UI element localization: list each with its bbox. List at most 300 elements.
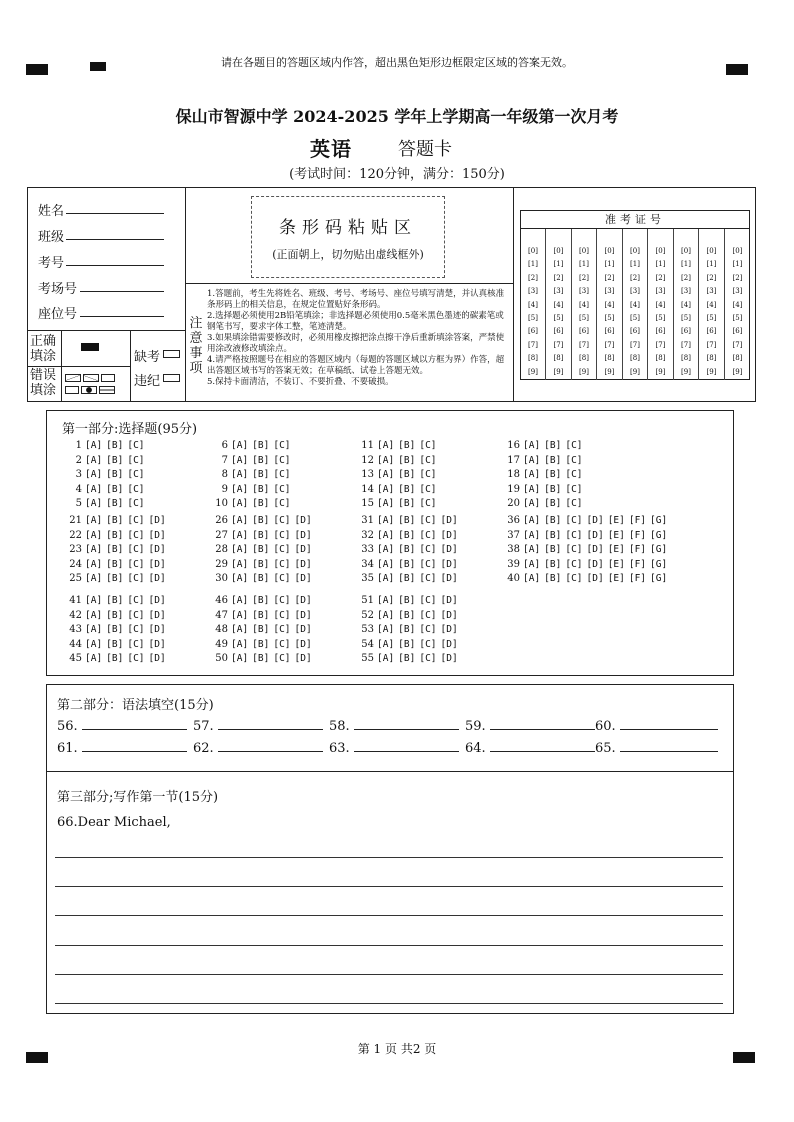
answer-bubble[interactable]: [A] bbox=[523, 440, 541, 451]
answer-bubble[interactable]: [C] bbox=[127, 544, 145, 555]
answer-bubble[interactable]: [C] bbox=[273, 573, 291, 584]
admission-digit-bubble[interactable]: [8] bbox=[706, 354, 717, 363]
admission-digit-bubble[interactable]: [1] bbox=[579, 260, 589, 269]
answer-bubble[interactable]: [B] bbox=[544, 558, 562, 570]
admission-digit-bubble[interactable]: [0] bbox=[630, 247, 640, 255]
admission-digit-bubble[interactable]: [2] bbox=[630, 273, 640, 282]
admission-digit-bubble[interactable]: [2] bbox=[528, 273, 538, 282]
answer-bubble[interactable]: [D] bbox=[294, 595, 312, 606]
answer-bubble[interactable]: [F] bbox=[628, 544, 647, 555]
answer-bubble[interactable]: [C] bbox=[127, 558, 145, 570]
admission-digit-bubble[interactable]: [3] bbox=[630, 287, 640, 296]
answer-bubble[interactable]: [A] bbox=[377, 454, 395, 466]
blank-answer-line[interactable] bbox=[354, 718, 459, 730]
answer-bubble[interactable]: [B] bbox=[106, 558, 124, 570]
admission-digit-bubble[interactable]: [7] bbox=[630, 340, 640, 349]
admission-digit-bubble[interactable]: [7] bbox=[732, 340, 743, 349]
answer-bubble[interactable]: [B] bbox=[398, 498, 416, 509]
answer-bubble[interactable]: [D] bbox=[440, 609, 458, 621]
admission-digit-bubble[interactable]: [0] bbox=[732, 247, 743, 255]
admission-digit-bubble[interactable]: [0] bbox=[579, 247, 589, 255]
admission-digit-bubble[interactable]: [0] bbox=[706, 247, 717, 255]
answer-bubble[interactable]: [D] bbox=[440, 595, 458, 606]
answer-bubble[interactable]: [A] bbox=[85, 595, 103, 606]
answer-bubble[interactable]: [A] bbox=[231, 638, 249, 650]
answer-bubble[interactable]: [A] bbox=[85, 469, 103, 480]
answer-bubble[interactable]: [B] bbox=[252, 454, 270, 466]
admission-digit-bubble[interactable]: [9] bbox=[732, 367, 743, 376]
admission-digit-bubble[interactable]: [4] bbox=[630, 300, 640, 309]
admission-digit-bubble[interactable]: [1] bbox=[604, 260, 615, 269]
admission-digit-bubble[interactable]: [2] bbox=[706, 273, 717, 282]
answer-bubble[interactable]: [D] bbox=[148, 624, 166, 635]
admission-digit-bubble[interactable]: [9] bbox=[528, 367, 538, 376]
admission-digit-bubble[interactable]: [7] bbox=[706, 340, 717, 349]
answer-bubble[interactable]: [A] bbox=[85, 498, 103, 509]
admission-digit-bubble[interactable]: [7] bbox=[528, 340, 538, 349]
admission-digit-bubble[interactable]: [8] bbox=[604, 354, 615, 363]
answer-bubble[interactable]: [D] bbox=[148, 573, 166, 584]
answer-bubble[interactable]: [B] bbox=[398, 558, 416, 570]
admission-digit-bubble[interactable]: [5] bbox=[681, 314, 691, 323]
discipline-checkbox[interactable] bbox=[163, 374, 180, 382]
answer-bubble[interactable]: [A] bbox=[377, 544, 395, 555]
answer-bubble[interactable]: [B] bbox=[106, 483, 124, 495]
answer-bubble[interactable]: [C] bbox=[419, 558, 437, 570]
answer-bubble[interactable]: [C] bbox=[127, 440, 145, 451]
answer-bubble[interactable]: [B] bbox=[106, 653, 124, 664]
admission-digit-bubble[interactable]: [5] bbox=[579, 314, 589, 323]
answer-bubble[interactable]: [A] bbox=[523, 544, 541, 555]
answer-bubble[interactable]: [D] bbox=[294, 529, 312, 541]
answer-bubble[interactable]: [C] bbox=[273, 544, 291, 555]
admission-digit-bubble[interactable]: [1] bbox=[681, 260, 691, 269]
admission-digit-bubble[interactable]: [3] bbox=[528, 287, 538, 296]
admission-digit-bubble[interactable]: [0] bbox=[655, 247, 666, 255]
answer-bubble[interactable]: [C] bbox=[565, 454, 583, 466]
answer-bubble[interactable]: [A] bbox=[231, 454, 249, 466]
answer-bubble[interactable]: [A] bbox=[85, 529, 103, 541]
answer-bubble[interactable]: [A] bbox=[231, 624, 249, 635]
admission-digit-bubble[interactable]: [9] bbox=[706, 367, 717, 376]
answer-bubble[interactable]: [E] bbox=[607, 558, 625, 570]
writing-line[interactable] bbox=[55, 945, 723, 946]
answer-bubble[interactable]: [D] bbox=[294, 515, 312, 526]
answer-bubble[interactable]: [C] bbox=[273, 609, 291, 621]
admission-digit-bubble[interactable]: [1] bbox=[706, 260, 717, 269]
answer-bubble[interactable]: [D] bbox=[586, 558, 604, 570]
answer-bubble[interactable]: [C] bbox=[419, 454, 437, 466]
answer-bubble[interactable]: [G] bbox=[650, 573, 668, 584]
blank-answer-line[interactable] bbox=[620, 718, 718, 730]
admission-digit-bubble[interactable]: [8] bbox=[732, 354, 743, 363]
answer-bubble[interactable]: [G] bbox=[650, 529, 668, 541]
answer-bubble[interactable]: [B] bbox=[252, 624, 270, 635]
admission-digit-bubble[interactable]: [4] bbox=[528, 300, 538, 309]
answer-bubble[interactable]: [A] bbox=[85, 573, 103, 584]
answer-bubble[interactable]: [A] bbox=[231, 558, 249, 570]
answer-bubble[interactable]: [B] bbox=[106, 595, 124, 606]
answer-bubble[interactable]: [D] bbox=[294, 624, 312, 635]
answer-bubble[interactable]: [A] bbox=[377, 595, 395, 606]
admission-digit-bubble[interactable]: [3] bbox=[706, 287, 717, 296]
answer-bubble[interactable]: [A] bbox=[377, 498, 395, 509]
answer-bubble[interactable]: [A] bbox=[377, 653, 395, 664]
answer-bubble[interactable]: [A] bbox=[85, 624, 103, 635]
answer-bubble[interactable]: [C] bbox=[565, 469, 583, 480]
answer-bubble[interactable]: [B] bbox=[106, 544, 124, 555]
admission-digit-bubble[interactable]: [3] bbox=[579, 287, 589, 296]
answer-bubble[interactable]: [A] bbox=[231, 529, 249, 541]
writing-line[interactable] bbox=[55, 1003, 723, 1004]
answer-bubble[interactable]: [C] bbox=[565, 483, 583, 495]
answer-bubble[interactable]: [D] bbox=[294, 609, 312, 621]
answer-bubble[interactable]: [B] bbox=[544, 469, 562, 480]
admission-digit-bubble[interactable]: [9] bbox=[630, 367, 640, 376]
writing-line[interactable] bbox=[55, 915, 723, 916]
answer-bubble[interactable]: [A] bbox=[85, 609, 103, 621]
answer-bubble[interactable]: [A] bbox=[523, 573, 541, 584]
answer-bubble[interactable]: [A] bbox=[85, 515, 103, 526]
admission-digit-bubble[interactable]: [2] bbox=[579, 273, 589, 282]
answer-bubble[interactable]: [B] bbox=[106, 573, 124, 584]
answer-bubble[interactable]: [D] bbox=[148, 558, 166, 570]
answer-bubble[interactable]: [B] bbox=[398, 454, 416, 466]
answer-bubble[interactable]: [C] bbox=[419, 515, 437, 526]
answer-bubble[interactable]: [F] bbox=[628, 558, 647, 570]
answer-bubble[interactable]: [B] bbox=[252, 595, 270, 606]
answer-bubble[interactable]: [C] bbox=[273, 558, 291, 570]
answer-bubble[interactable]: [D] bbox=[440, 558, 458, 570]
admission-digit-bubble[interactable]: [0] bbox=[604, 247, 615, 255]
answer-bubble[interactable]: [A] bbox=[377, 483, 395, 495]
answer-bubble[interactable]: [A] bbox=[523, 498, 541, 509]
answer-bubble[interactable]: [B] bbox=[252, 638, 270, 650]
admission-digit-bubble[interactable]: [4] bbox=[732, 300, 743, 309]
answer-bubble[interactable]: [C] bbox=[419, 498, 437, 509]
blank-answer-line[interactable] bbox=[218, 740, 323, 752]
answer-bubble[interactable]: [C] bbox=[419, 544, 437, 555]
admission-digit-bubble[interactable]: [6] bbox=[630, 327, 640, 336]
answer-bubble[interactable]: [D] bbox=[148, 638, 166, 650]
admission-digit-bubble[interactable]: [8] bbox=[681, 354, 691, 363]
answer-bubble[interactable]: [C] bbox=[419, 595, 437, 606]
answer-bubble[interactable]: [B] bbox=[106, 515, 124, 526]
admission-digit-bubble[interactable]: [8] bbox=[528, 354, 538, 363]
admission-digit-bubble[interactable]: [4] bbox=[579, 300, 589, 309]
writing-line[interactable] bbox=[55, 974, 723, 975]
admission-digit-bubble[interactable]: [1] bbox=[732, 260, 743, 269]
answer-bubble[interactable]: [C] bbox=[127, 595, 145, 606]
blank-answer-line[interactable] bbox=[620, 740, 718, 752]
admission-digit-bubble[interactable]: [3] bbox=[732, 287, 743, 296]
answer-bubble[interactable]: [B] bbox=[252, 558, 270, 570]
admission-digit-bubble[interactable]: [4] bbox=[655, 300, 666, 309]
answer-bubble[interactable]: [G] bbox=[650, 544, 668, 555]
admission-digit-bubble[interactable]: [9] bbox=[681, 367, 691, 376]
answer-bubble[interactable]: [D] bbox=[294, 638, 312, 650]
admission-digit-bubble[interactable]: [6] bbox=[655, 327, 666, 336]
answer-bubble[interactable]: [A] bbox=[231, 515, 249, 526]
exam-number-field[interactable] bbox=[66, 265, 164, 266]
answer-bubble[interactable]: [C] bbox=[273, 440, 291, 451]
answer-bubble[interactable]: [B] bbox=[398, 573, 416, 584]
answer-bubble[interactable]: [C] bbox=[127, 638, 145, 650]
answer-bubble[interactable]: [C] bbox=[419, 609, 437, 621]
answer-bubble[interactable]: [B] bbox=[252, 544, 270, 555]
answer-bubble[interactable]: [B] bbox=[252, 609, 270, 621]
blank-answer-line[interactable] bbox=[82, 718, 187, 730]
answer-bubble[interactable]: [C] bbox=[127, 624, 145, 635]
answer-bubble[interactable]: [B] bbox=[398, 440, 416, 451]
admission-digit-bubble[interactable]: [5] bbox=[630, 314, 640, 323]
answer-bubble[interactable]: [C] bbox=[565, 529, 583, 541]
admission-digit-bubble[interactable]: [3] bbox=[553, 287, 564, 296]
answer-bubble[interactable]: [A] bbox=[231, 440, 249, 451]
answer-bubble[interactable]: [B] bbox=[398, 595, 416, 606]
answer-bubble[interactable]: [E] bbox=[607, 529, 625, 541]
answer-bubble[interactable]: [C] bbox=[565, 544, 583, 555]
answer-bubble[interactable]: [A] bbox=[85, 638, 103, 650]
answer-bubble[interactable]: [C] bbox=[565, 440, 583, 451]
answer-bubble[interactable]: [A] bbox=[231, 573, 249, 584]
answer-bubble[interactable]: [A] bbox=[377, 469, 395, 480]
admission-digit-bubble[interactable]: [3] bbox=[681, 287, 691, 296]
answer-bubble[interactable]: [B] bbox=[544, 544, 562, 555]
answer-bubble[interactable]: [B] bbox=[252, 515, 270, 526]
admission-digit-bubble[interactable]: [6] bbox=[681, 327, 691, 336]
admission-digit-bubble[interactable]: [7] bbox=[681, 340, 691, 349]
answer-bubble[interactable]: [C] bbox=[127, 529, 145, 541]
admission-digit-bubble[interactable]: [2] bbox=[604, 273, 615, 282]
admission-digit-bubble[interactable]: [3] bbox=[604, 287, 615, 296]
answer-bubble[interactable]: [D] bbox=[440, 573, 458, 584]
admission-digit-bubble[interactable]: [2] bbox=[732, 273, 743, 282]
answer-bubble[interactable]: [C] bbox=[419, 469, 437, 480]
answer-bubble[interactable]: [D] bbox=[148, 653, 166, 664]
blank-answer-line[interactable] bbox=[82, 740, 187, 752]
answer-bubble[interactable]: [F] bbox=[628, 515, 647, 526]
answer-bubble[interactable]: [C] bbox=[127, 515, 145, 526]
answer-bubble[interactable]: [C] bbox=[565, 515, 583, 526]
answer-bubble[interactable]: [A] bbox=[231, 498, 249, 509]
answer-bubble[interactable]: [D] bbox=[294, 544, 312, 555]
answer-bubble[interactable]: [B] bbox=[252, 440, 270, 451]
admission-digit-bubble[interactable]: [2] bbox=[553, 273, 564, 282]
admission-digit-bubble[interactable]: [4] bbox=[604, 300, 615, 309]
answer-bubble[interactable]: [A] bbox=[231, 469, 249, 480]
answer-bubble[interactable]: [B] bbox=[106, 440, 124, 451]
answer-bubble[interactable]: [C] bbox=[273, 454, 291, 466]
answer-bubble[interactable]: [B] bbox=[398, 624, 416, 635]
answer-bubble[interactable]: [C] bbox=[419, 624, 437, 635]
answer-bubble[interactable]: [B] bbox=[252, 573, 270, 584]
answer-bubble[interactable]: [D] bbox=[440, 638, 458, 650]
answer-bubble[interactable]: [B] bbox=[544, 498, 562, 509]
answer-bubble[interactable]: [A] bbox=[377, 609, 395, 621]
answer-bubble[interactable]: [B] bbox=[398, 638, 416, 650]
answer-bubble[interactable]: [D] bbox=[586, 573, 604, 584]
answer-bubble[interactable]: [A] bbox=[377, 638, 395, 650]
answer-bubble[interactable]: [A] bbox=[231, 544, 249, 555]
admission-digit-bubble[interactable]: [8] bbox=[630, 354, 640, 363]
admission-digit-bubble[interactable]: [4] bbox=[553, 300, 564, 309]
admission-digit-bubble[interactable]: [7] bbox=[553, 340, 564, 349]
answer-bubble[interactable]: [A] bbox=[523, 469, 541, 480]
answer-bubble[interactable]: [C] bbox=[273, 515, 291, 526]
writing-line[interactable] bbox=[55, 857, 723, 858]
answer-bubble[interactable]: [B] bbox=[544, 483, 562, 495]
answer-bubble[interactable]: [C] bbox=[273, 624, 291, 635]
admission-digit-bubble[interactable]: [5] bbox=[655, 314, 666, 323]
answer-bubble[interactable]: [A] bbox=[377, 573, 395, 584]
admission-digit-bubble[interactable]: [9] bbox=[604, 367, 615, 376]
writing-line[interactable] bbox=[55, 886, 723, 887]
answer-bubble[interactable]: [E] bbox=[607, 515, 625, 526]
answer-bubble[interactable]: [B] bbox=[252, 653, 270, 664]
admission-digit-bubble[interactable]: [6] bbox=[706, 327, 717, 336]
answer-bubble[interactable]: [C] bbox=[273, 529, 291, 541]
seat-field[interactable] bbox=[80, 316, 164, 317]
answer-bubble[interactable]: [B] bbox=[544, 573, 562, 584]
answer-bubble[interactable]: [C] bbox=[127, 653, 145, 664]
answer-bubble[interactable]: [D] bbox=[148, 609, 166, 621]
answer-bubble[interactable]: [A] bbox=[85, 653, 103, 664]
answer-bubble[interactable]: [B] bbox=[398, 544, 416, 555]
admission-digit-bubble[interactable]: [1] bbox=[630, 260, 640, 269]
admission-digit-bubble[interactable]: [4] bbox=[706, 300, 717, 309]
answer-bubble[interactable]: [D] bbox=[586, 529, 604, 541]
admission-digit-bubble[interactable]: [5] bbox=[553, 314, 564, 323]
admission-digit-bubble[interactable]: [6] bbox=[553, 327, 564, 336]
admission-digit-bubble[interactable]: [5] bbox=[732, 314, 743, 323]
blank-answer-line[interactable] bbox=[218, 718, 323, 730]
admission-digit-bubble[interactable]: [9] bbox=[579, 367, 589, 376]
answer-bubble[interactable]: [F] bbox=[628, 573, 647, 584]
admission-digit-bubble[interactable]: [5] bbox=[706, 314, 717, 323]
answer-bubble[interactable]: [C] bbox=[127, 609, 145, 621]
answer-bubble[interactable]: [B] bbox=[544, 440, 562, 451]
answer-bubble[interactable]: [A] bbox=[231, 483, 249, 495]
answer-bubble[interactable]: [D] bbox=[148, 595, 166, 606]
admission-digit-bubble[interactable]: [6] bbox=[732, 327, 743, 336]
answer-bubble[interactable]: [D] bbox=[440, 544, 458, 555]
answer-bubble[interactable]: [A] bbox=[85, 454, 103, 466]
admission-digit-bubble[interactable]: [7] bbox=[604, 340, 615, 349]
answer-bubble[interactable]: [B] bbox=[252, 529, 270, 541]
answer-bubble[interactable]: [C] bbox=[273, 483, 291, 495]
admission-digit-bubble[interactable]: [8] bbox=[553, 354, 564, 363]
answer-bubble[interactable]: [A] bbox=[85, 440, 103, 451]
answer-bubble[interactable]: [B] bbox=[252, 498, 270, 509]
answer-bubble[interactable]: [A] bbox=[523, 515, 541, 526]
answer-bubble[interactable]: [C] bbox=[419, 483, 437, 495]
answer-bubble[interactable]: [B] bbox=[398, 469, 416, 480]
blank-answer-line[interactable] bbox=[490, 740, 595, 752]
name-field[interactable] bbox=[66, 213, 164, 214]
admission-digit-bubble[interactable]: [6] bbox=[579, 327, 589, 336]
admission-digit-bubble[interactable]: [2] bbox=[655, 273, 666, 282]
answer-bubble[interactable]: [G] bbox=[650, 515, 668, 526]
answer-bubble[interactable]: [D] bbox=[440, 624, 458, 635]
absent-checkbox[interactable] bbox=[163, 350, 180, 358]
answer-bubble[interactable]: [C] bbox=[127, 469, 145, 480]
answer-bubble[interactable]: [C] bbox=[419, 573, 437, 584]
admission-digit-bubble[interactable]: [9] bbox=[655, 367, 666, 376]
answer-bubble[interactable]: [C] bbox=[127, 483, 145, 495]
answer-bubble[interactable]: [C] bbox=[273, 653, 291, 664]
answer-bubble[interactable]: [B] bbox=[544, 515, 562, 526]
answer-bubble[interactable]: [A] bbox=[523, 483, 541, 495]
answer-bubble[interactable]: [A] bbox=[231, 595, 249, 606]
answer-bubble[interactable]: [C] bbox=[127, 573, 145, 584]
admission-digit-bubble[interactable]: [5] bbox=[604, 314, 615, 323]
answer-bubble[interactable]: [C] bbox=[419, 653, 437, 664]
answer-bubble[interactable]: [C] bbox=[273, 469, 291, 480]
answer-bubble[interactable]: [B] bbox=[398, 483, 416, 495]
answer-bubble[interactable]: [F] bbox=[628, 529, 647, 541]
answer-bubble[interactable]: [A] bbox=[85, 558, 103, 570]
answer-bubble[interactable]: [A] bbox=[377, 440, 395, 451]
answer-bubble[interactable]: [B] bbox=[544, 529, 562, 541]
admission-digit-bubble[interactable]: [7] bbox=[655, 340, 666, 349]
answer-bubble[interactable]: [B] bbox=[252, 483, 270, 495]
admission-digit-bubble[interactable]: [2] bbox=[681, 273, 691, 282]
answer-bubble[interactable]: [C] bbox=[419, 638, 437, 650]
admission-digit-bubble[interactable]: [8] bbox=[579, 354, 589, 363]
answer-bubble[interactable]: [D] bbox=[148, 544, 166, 555]
answer-bubble[interactable]: [B] bbox=[106, 529, 124, 541]
answer-bubble[interactable]: [B] bbox=[398, 529, 416, 541]
answer-bubble[interactable]: [D] bbox=[148, 515, 166, 526]
answer-bubble[interactable]: [E] bbox=[607, 573, 625, 584]
answer-bubble[interactable]: [D] bbox=[586, 544, 604, 555]
admission-digit-bubble[interactable]: [5] bbox=[528, 314, 538, 323]
blank-answer-line[interactable] bbox=[354, 740, 459, 752]
admission-digit-bubble[interactable]: [0] bbox=[528, 247, 538, 255]
admission-digit-bubble[interactable]: [0] bbox=[681, 247, 691, 255]
admission-digit-bubble[interactable]: [3] bbox=[655, 287, 666, 296]
admission-digit-bubble[interactable]: [1] bbox=[528, 260, 538, 269]
answer-bubble[interactable]: [B] bbox=[106, 498, 124, 509]
answer-bubble[interactable]: [D] bbox=[148, 529, 166, 541]
answer-bubble[interactable]: [A] bbox=[523, 454, 541, 466]
answer-bubble[interactable]: [B] bbox=[106, 454, 124, 466]
answer-bubble[interactable]: [B] bbox=[106, 638, 124, 650]
answer-bubble[interactable]: [D] bbox=[440, 653, 458, 664]
blank-answer-line[interactable] bbox=[490, 718, 595, 730]
admission-digit-bubble[interactable]: [8] bbox=[655, 354, 666, 363]
answer-bubble[interactable]: [D] bbox=[586, 515, 604, 526]
answer-bubble[interactable]: [C] bbox=[127, 454, 145, 466]
answer-bubble[interactable]: [C] bbox=[565, 573, 583, 584]
admission-digit-bubble[interactable]: [6] bbox=[604, 327, 615, 336]
answer-bubble[interactable]: [A] bbox=[85, 483, 103, 495]
answer-bubble[interactable]: [C] bbox=[565, 498, 583, 509]
answer-bubble[interactable]: [A] bbox=[523, 529, 541, 541]
answer-bubble[interactable]: [D] bbox=[440, 529, 458, 541]
answer-bubble[interactable]: [A] bbox=[231, 609, 249, 621]
admission-digit-bubble[interactable]: [0] bbox=[553, 247, 564, 255]
answer-bubble[interactable]: [E] bbox=[607, 544, 625, 555]
answer-bubble[interactable]: [D] bbox=[294, 573, 312, 584]
answer-bubble[interactable]: [B] bbox=[398, 609, 416, 621]
answer-bubble[interactable]: [A] bbox=[377, 624, 395, 635]
answer-bubble[interactable]: [B] bbox=[106, 469, 124, 480]
answer-bubble[interactable]: [B] bbox=[398, 653, 416, 664]
answer-bubble[interactable]: [D] bbox=[294, 653, 312, 664]
answer-bubble[interactable]: [B] bbox=[106, 624, 124, 635]
